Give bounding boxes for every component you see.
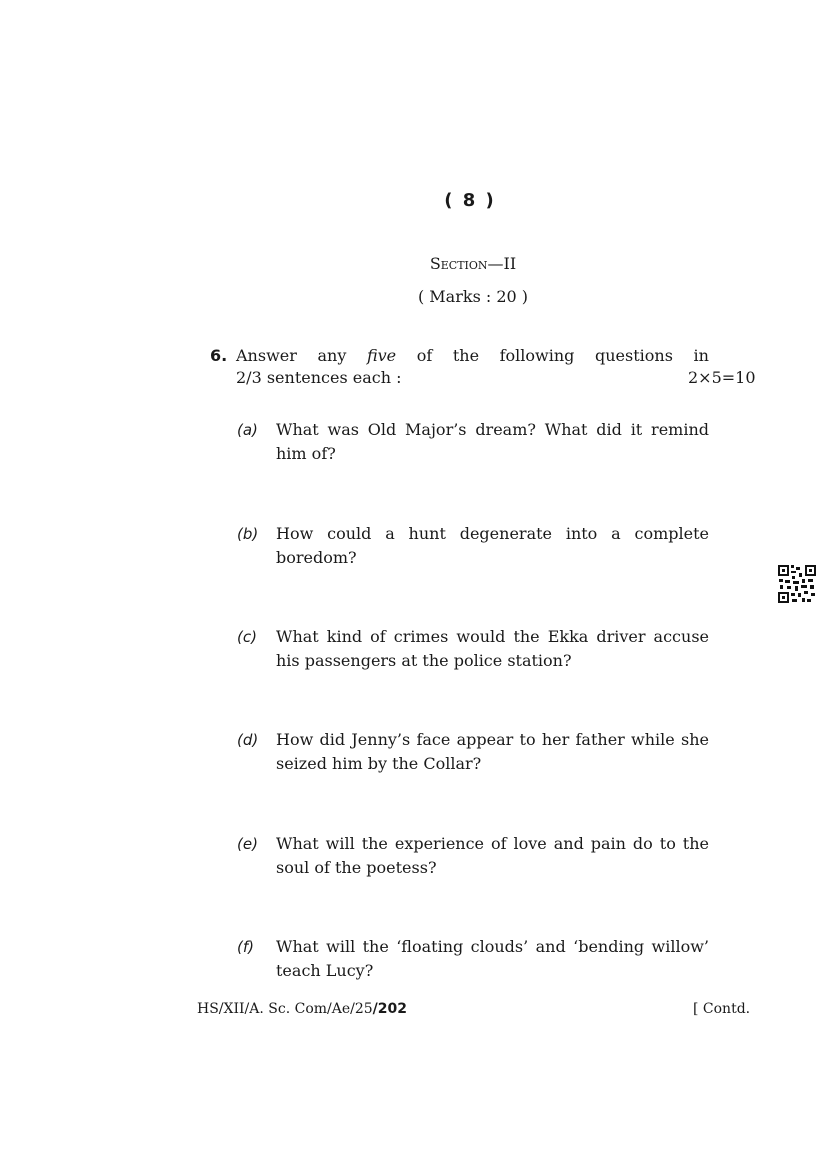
sub-question-label: (c) (237, 628, 257, 646)
instruction-word: in (693, 346, 709, 365)
section-marks: ( Marks : 20 ) (417, 287, 529, 306)
question-marks: 2×5=10 (688, 368, 756, 387)
question-instruction-line1 (236, 346, 709, 365)
instruction-word: following (499, 346, 575, 365)
sub-question-text: What will the experience of love and pain do to the soul of the poetess? (276, 834, 709, 877)
qr-code-icon (777, 564, 817, 604)
paper-code (197, 1001, 407, 1017)
sub-question-text: What will the ‘floating clouds’ and ‘bending willow’ teach Lucy? (276, 937, 709, 980)
sub-question-label: (f) (237, 938, 254, 956)
sub-question-text: What was Old Major’s dream? What did it remind him of? (276, 420, 709, 463)
page-number: ( 8 ) (444, 190, 496, 211)
section-title (0, 254, 828, 273)
sub-question-label: (a) (237, 421, 258, 439)
continued-marker: [ Contd. (693, 1001, 751, 1017)
instruction-word: the (452, 346, 480, 365)
sub-question-text: What kind of crimes would the Ekka driver accuse his passengers at the police station? (276, 627, 709, 670)
sub-question-label: (b) (237, 525, 259, 543)
instruction-word: questions (594, 346, 673, 365)
paper-code-suffix: /202 (372, 1001, 408, 1017)
question-instruction-line2: 2/3 sentences each : (236, 368, 402, 387)
sub-question-text: How could a hunt degenerate into a complete boredom? (276, 524, 709, 567)
sub-question-text: How did Jenny’s face appear to her father while she seized him by the Collar? (276, 730, 709, 773)
instruction-word: of (416, 346, 433, 365)
sub-question-label: (e) (237, 835, 258, 853)
section-title-text: Section—II (429, 254, 517, 273)
instruction-word: Answer (236, 346, 297, 365)
paper-code-prefix: HS/XII/A. Sc. Com/Ae/25 (197, 1001, 373, 1017)
instruction-word: any (317, 346, 347, 365)
sub-question-label: (d) (237, 731, 259, 749)
question-number: 6. (210, 346, 228, 365)
instruction-word: five (366, 346, 397, 365)
